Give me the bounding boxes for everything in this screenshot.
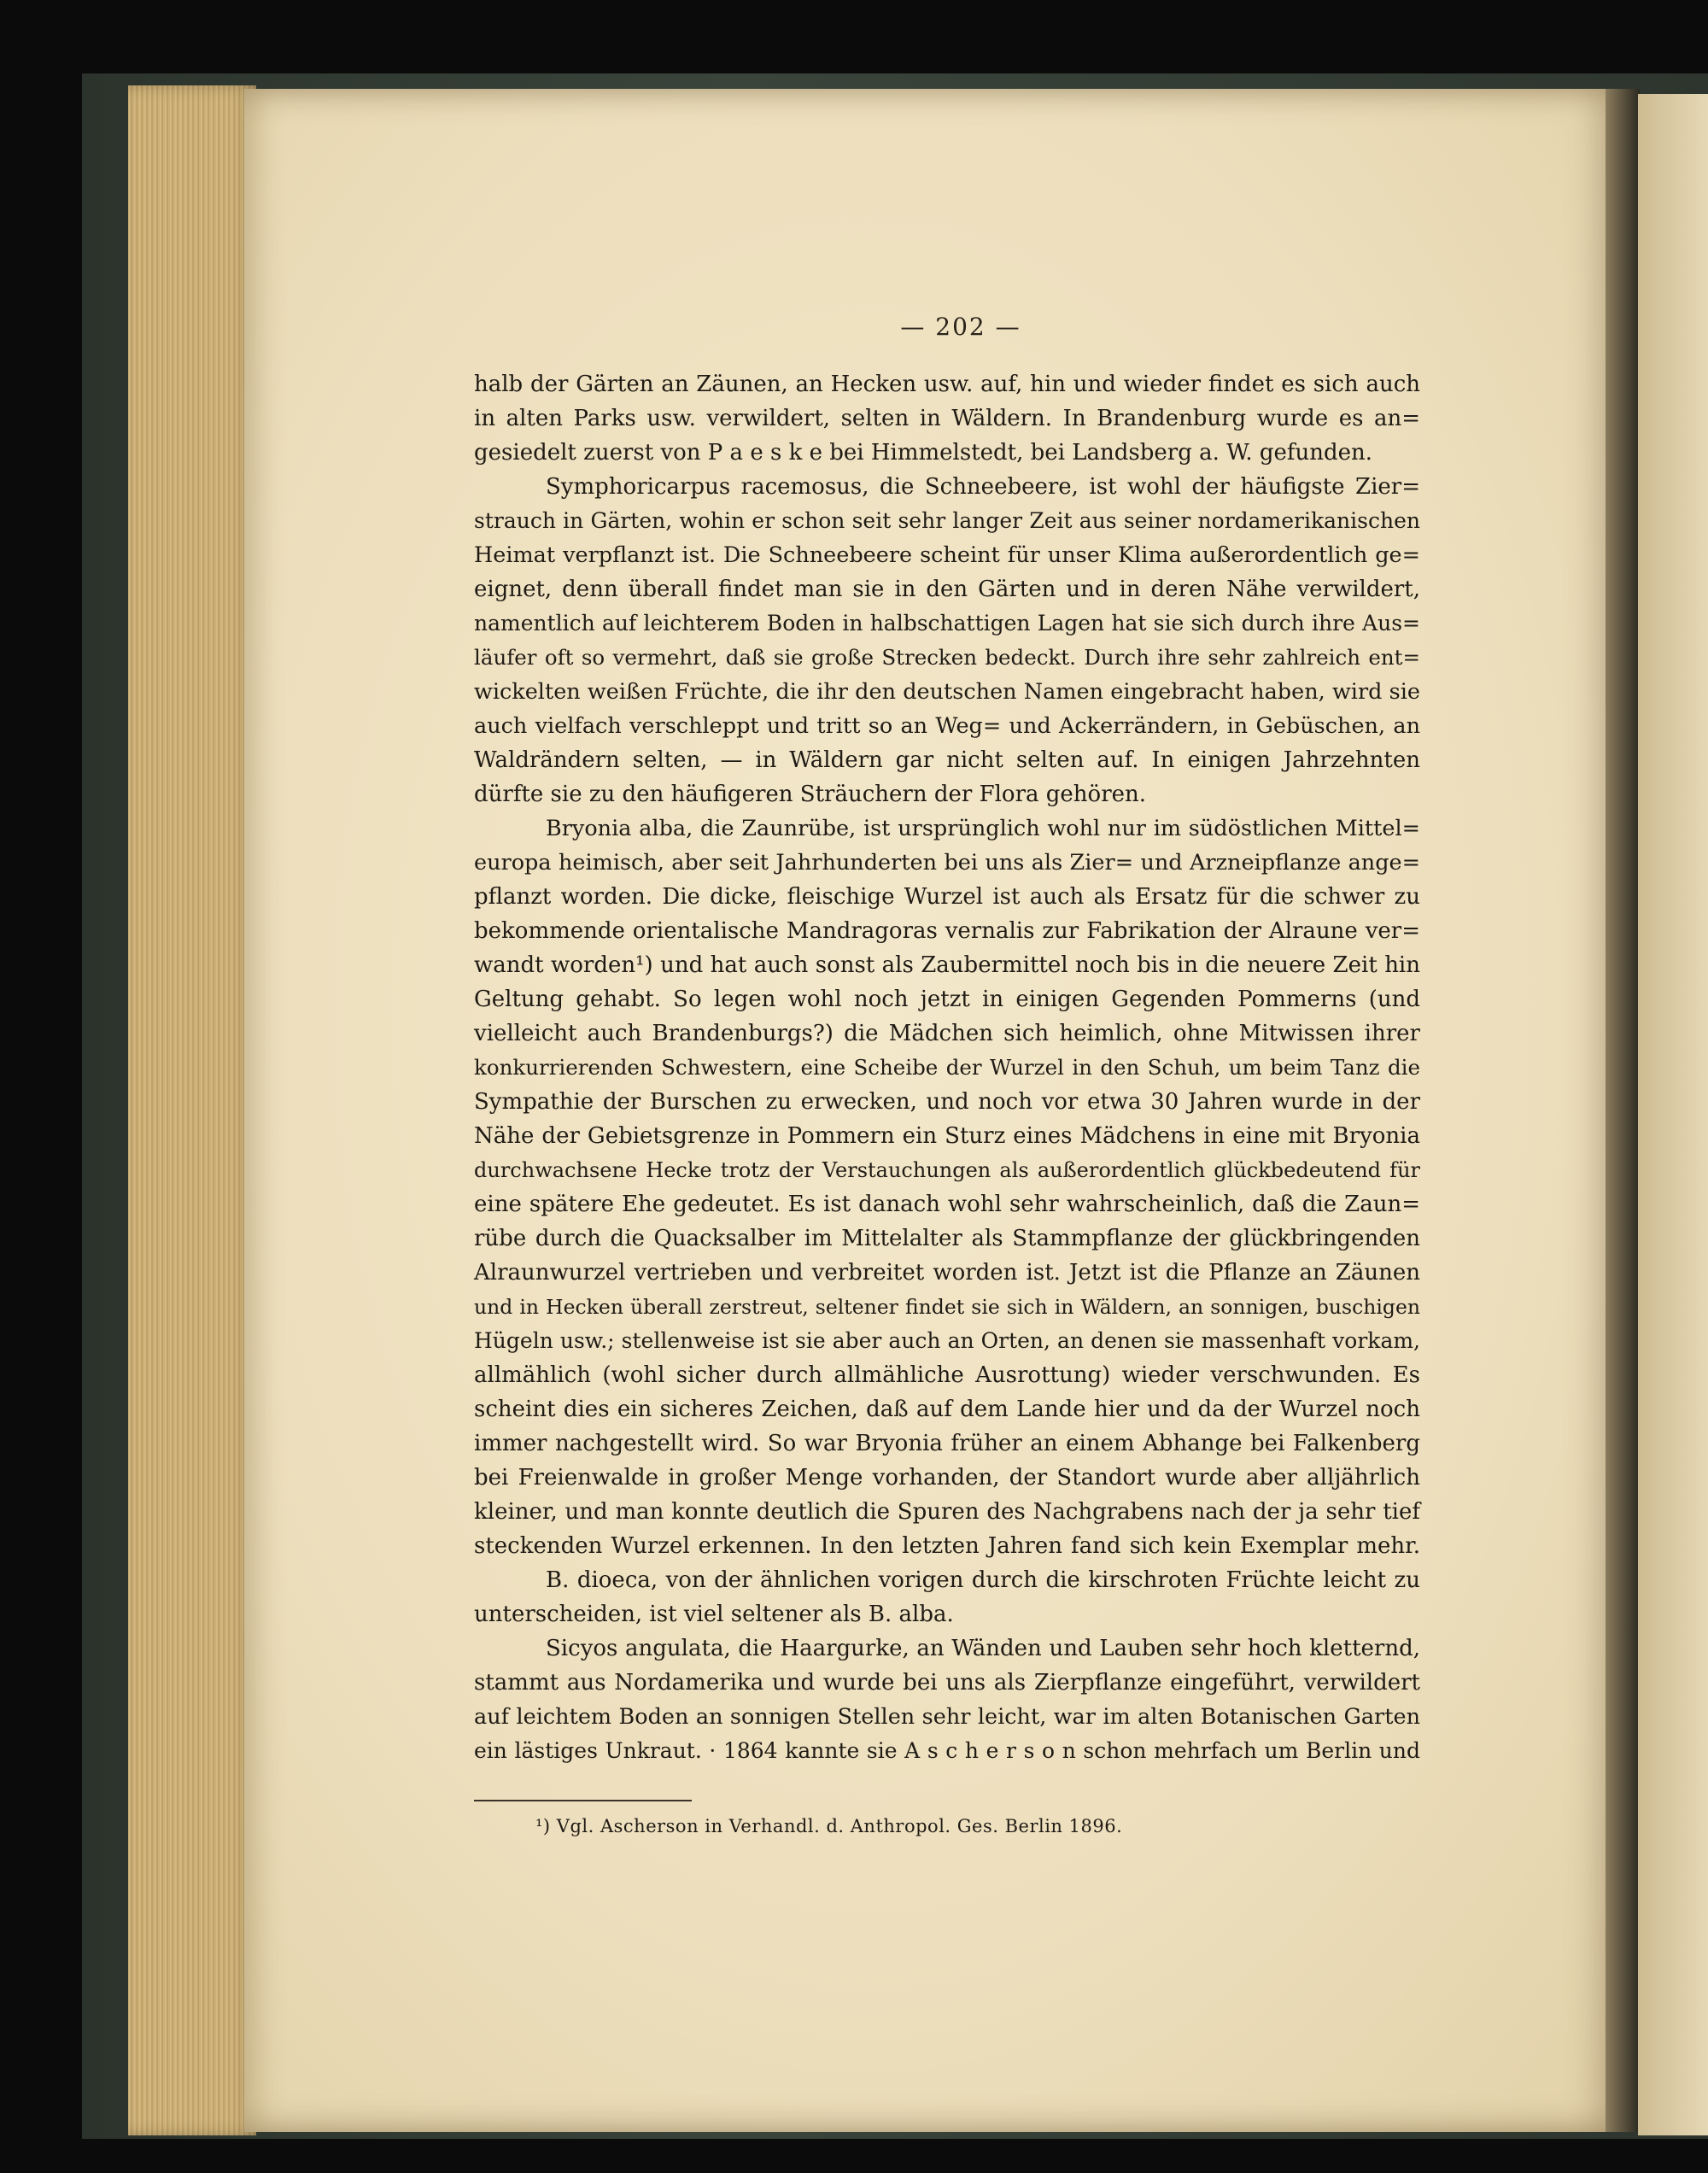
text-line: pflanzt worden. Die dicke, fleischige Wurzel ist auch als Ersatz für die schwer zu [474,884,1420,910]
text-line: Alraunwurzel vertrieben und verbreitet worden ist. Jetzt ist die Pflanze an Zäunen [474,1260,1420,1286]
text-line: steckenden Wurzel erkennen. In den letzten Jahren fand sich kein Exemplar mehr. [474,1533,1420,1559]
text-line: strauch in Gärten, wohin er schon seit sehr langer Zeit aus seiner nordamerikanischen [474,508,1420,533]
text-line: halb der Gärten an Zäunen, an Hecken usw. auf, hin und wieder findet es sich auch [474,372,1420,397]
text-line: bekommende orientalische Mandragoras vernalis zur Fabrikation der Alraune ver= [474,918,1420,944]
text-line: Sicyos angulata, die Haargurke, an Wänden und Lauben sehr hoch kletternd, [546,1636,1420,1661]
book-gutter [1606,89,1640,2132]
text-line: gesiedelt zuerst von P a e s k e bei Himmelstedt, bei Landsberg a. W. gefunden. [474,440,1373,466]
page-edges [128,85,256,2135]
text-line: Waldrändern selten, — in Wäldern gar nicht selten auf. In einigen Jahrzehnten [474,747,1420,773]
text-line: vielleicht auch Brandenburgs?) die Mädchen sich heimlich, ohne Mitwissen ihrer [474,1021,1420,1046]
text-line: durchwachsene Hecke trotz der Verstauchungen als außerordentlich glückbedeutend für [474,1158,1420,1182]
text-line: unterscheiden, ist viel seltener als B. alba. [474,1602,954,1627]
text-line: Hügeln usw.; stellenweise ist sie aber auch an Orten, an denen sie massenhaft vorkam, [474,1328,1420,1353]
page-number: — 202 — [900,313,1021,341]
text-line: wandt worden¹) und hat auch sonst als Zaubermittel noch bis in die neuere Zeit hin [474,952,1420,978]
text-line: ein lästiges Unkraut. · 1864 kannte sie A s c h e r s o n schon mehrfach um Berlin und [474,1738,1420,1763]
text-line: Bryonia alba, die Zaunrübe, ist ursprünglich wohl nur im südöstlichen Mittel= [546,816,1420,841]
text-line: scheint dies ein sicheres Zeichen, daß auf dem Lande hier und da der Wurzel noch [474,1397,1420,1422]
text-line: auf leichtem Boden an sonnigen Stellen sehr leicht, war im alten Botanischen Garten [474,1704,1420,1730]
body-text [474,367,1420,1768]
text-line: europa heimisch, aber seit Jahrhunderten bei uns als Zier= und Arzneipflanze ange= [474,850,1420,876]
text-line: und in Hecken überall zerstreut, seltener findet sie sich in Wäldern, an sonnigen, buschigen [474,1295,1420,1319]
text-line: wickelten weißen Früchte, die ihr den deutschen Namen eingebracht haben, wird sie [474,679,1420,705]
text-line: dürfte sie zu den häufigeren Sträuchern der Flora gehören. [474,782,1147,807]
text-line: bei Freienwalde in großer Menge vorhanden, der Standort wurde aber alljährlich [474,1465,1420,1491]
text-line: Symphoricarpus racemosus, die Schneebeere, ist wohl der häufigste Zier= [546,474,1420,500]
next-page-edge [1638,94,1708,2135]
text-line: in alten Parks usw. verwildert, selten in Wäldern. In Brandenburg wurde es an= [474,406,1420,431]
text-line: Heimat verpflanzt ist. Die Schneebeere scheint für unser Klima außerordentlich ge= [474,542,1420,568]
footnote: ¹) Vgl. Ascherson in Verhandl. d. Anthropol. Ges. Berlin 1896. [535,1816,1123,1836]
text-line: immer nachgestellt wird. So war Bryonia früher an einem Abhange bei Falkenberg [474,1431,1420,1456]
text-line: Nähe der Gebietsgrenze in Pommern ein Sturz eines Mädchens in eine mit Bryonia [474,1123,1420,1149]
text-line: auch vielfach verschleppt und tritt so an Weg= und Ackerrändern, in Gebüschen, an [474,713,1420,739]
footnote-rule [474,1800,692,1801]
text-line: Geltung gehabt. So legen wohl noch jetzt in einigen Gegenden Pommerns (und [474,987,1420,1012]
text-line: eine spätere Ehe gedeutet. Es ist danach wohl sehr wahrscheinlich, daß die Zaun= [474,1192,1420,1217]
text-line: allmählich (wohl sicher durch allmähliche Ausrottung) wieder verschwunden. Es [474,1362,1420,1388]
text-line: kleiner, und man konnte deutlich die Spuren des Nachgrabens nach der ja sehr tief [474,1499,1420,1525]
text-line: rübe durch die Quacksalber im Mittelalter als Stammpflanze der glückbringenden [474,1226,1420,1251]
text-line: eignet, denn überall findet man sie in den Gärten und in deren Nähe verwildert, [474,577,1420,602]
text-line: läufer oft so vermehrt, daß sie große Strecken bedeckt. Durch ihre sehr zahlreich ent= [474,645,1420,670]
text-line: konkurrierenden Schwestern, eine Scheibe der Wurzel in den Schuh, um beim Tanz die [474,1055,1420,1080]
text-line: B. dioeca, von der ähnlichen vorigen durch die kirschroten Früchte leicht zu [546,1567,1420,1593]
text-line: namentlich auf leichterem Boden in halbschattigen Lagen hat sie sich durch ihre Aus= [474,611,1420,636]
text-line: Sympathie der Burschen zu erwecken, und noch vor etwa 30 Jahren wurde in der [474,1089,1420,1115]
text-line: stammt aus Nordamerika und wurde bei uns als Zierpflanze eingeführt, verwildert [474,1670,1420,1696]
